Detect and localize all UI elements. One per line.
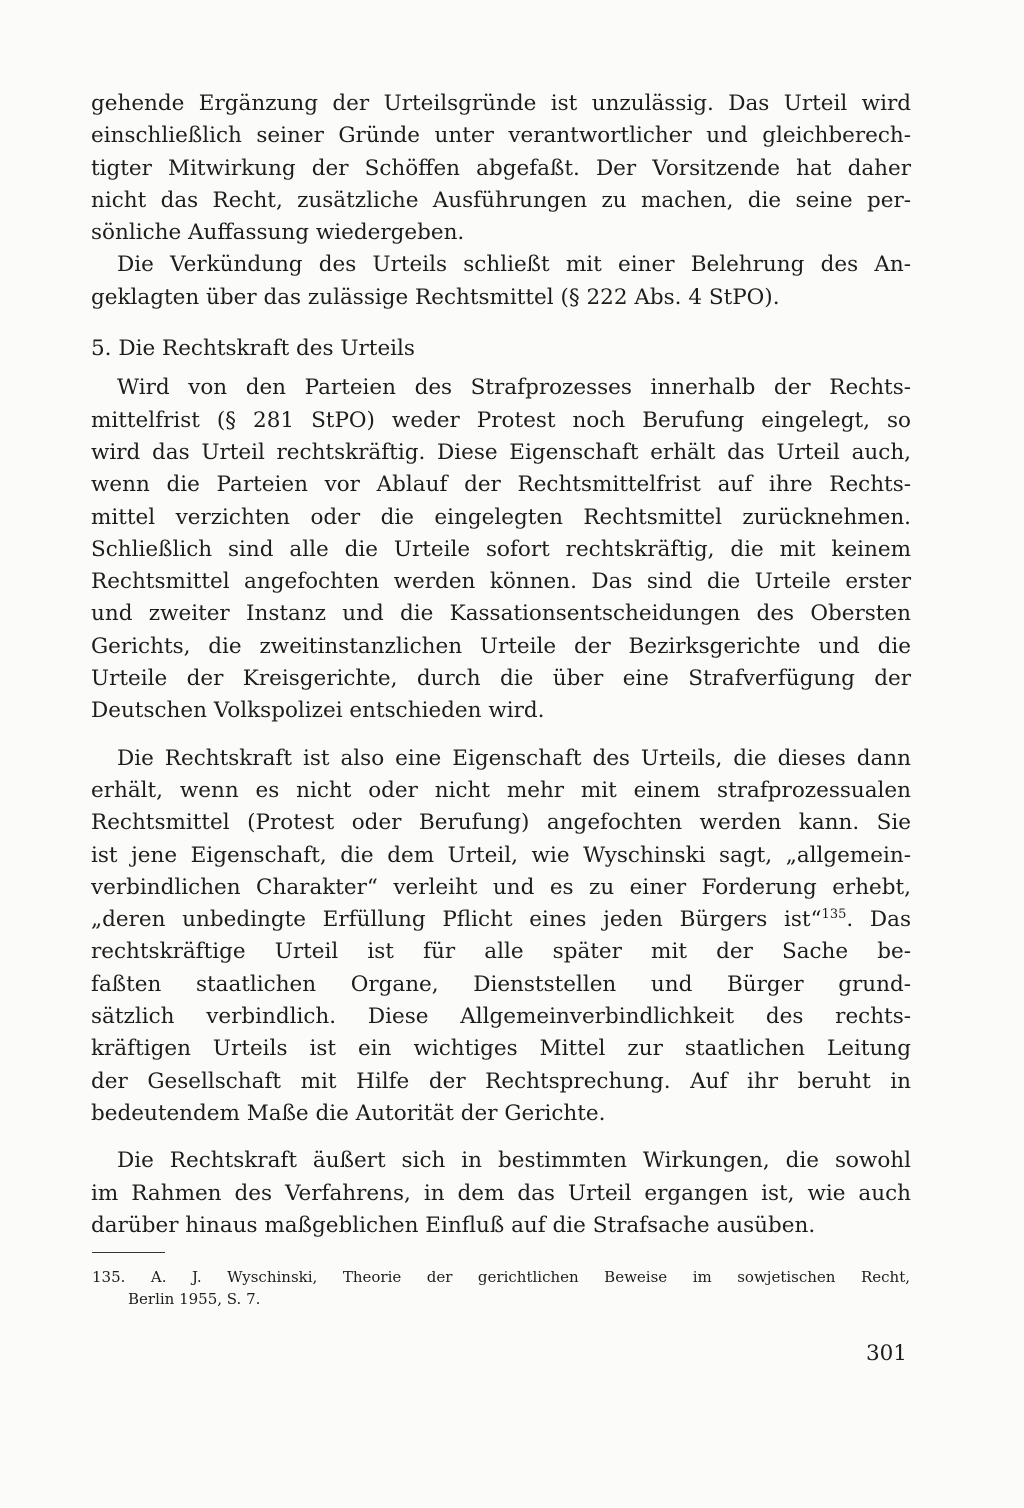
text-line: geklagten über das zulässige Rechtsmittel (§ 222 Abs. 4 StPO). <box>91 284 780 310</box>
paragraph-rechtsmittelfrist <box>91 372 911 727</box>
text-line: rechtskräftige Urteil ist für alle später mit der Sache be- <box>91 939 911 965</box>
paragraph-urteilsgruende <box>91 88 911 249</box>
text-line: sönliche Auffassung wiedergeben. <box>91 220 465 246</box>
text-fragment: . Das <box>846 907 911 933</box>
paragraph-eigenschaft <box>91 743 911 1131</box>
text-line: im Rahmen des Verfahrens, in dem das Urteil ergangen ist, wie auch <box>91 1180 911 1206</box>
page-number: 301 <box>865 1341 907 1366</box>
text-line: ist jene Eigenschaft, die dem Urteil, wie Wyschinski sagt, „allgemein- <box>91 842 911 868</box>
text-line: mittel verzichten oder die eingelegten Rechtsmittel zurücknehmen. <box>91 504 911 530</box>
footnote-divider <box>92 1252 165 1253</box>
text-line: Schließlich sind alle die Urteile sofort rechtskräftig, die mit keinem <box>91 536 911 562</box>
text-line: Gerichts, die zweitinstanzlichen Urteile der Bezirksgerichte und die <box>91 633 911 659</box>
text-line: Die Rechtskraft äußert sich in bestimmten Wirkungen, die sowohl <box>117 1148 911 1174</box>
text-fragment: „deren unbedingte Erfüllung Pflicht eines jeden Bürgers ist“ <box>91 907 822 933</box>
paragraph-verkuendung <box>91 249 911 314</box>
text-line: Rechtsmittel (Protest oder Berufung) angefochten werden kann. Sie <box>91 810 911 836</box>
section-heading: 5. Die Rechtskraft des Urteils <box>91 336 415 362</box>
text-line: Wird von den Parteien des Strafprozesses innerhalb der Rechts- <box>117 375 911 401</box>
text-line: wenn die Parteien vor Ablauf der Rechtsmittelfrist auf ihre Rechts- <box>91 472 911 498</box>
text-line: Urteile der Kreisgerichte, durch die über eine Strafverfügung der <box>91 666 911 692</box>
text-line: Die Verkündung des Urteils schließt mit einer Belehrung des An- <box>117 252 911 278</box>
text-line: sätzlich verbindlich. Diese Allgemeinverbindlichkeit des rechts- <box>91 1004 911 1030</box>
footnote-marker: 135 <box>821 907 847 923</box>
text-line: nicht das Recht, zusätzliche Ausführungen zu machen, die seine per- <box>91 187 911 213</box>
text-line: Rechtsmittel angefochten werden können. Das sind die Urteile erster <box>91 569 911 595</box>
text-line: kräftigen Urteils ist ein wichtiges Mittel zur staatlichen Leitung <box>91 1036 911 1062</box>
text-line: mittelfrist (§ 281 StPO) weder Protest noch Berufung eingelegt, so <box>91 407 911 433</box>
footnote <box>92 1266 910 1310</box>
text-line: und zweiter Instanz und die Kassationsentscheidungen des Obersten <box>91 601 911 627</box>
text-line: gehende Ergänzung der Urteilsgründe ist unzulässig. Das Urteil wird <box>91 91 911 116</box>
text-line: darüber hinaus maßgeblichen Einfluß auf die Strafsache ausüben. <box>91 1212 816 1238</box>
text-line: erhält, wenn es nicht oder nicht mehr mit einem strafprozessualen <box>91 777 911 803</box>
body-text <box>91 88 911 1242</box>
text-line: wird das Urteil rechtskräftig. Diese Eigenschaft erhält das Urteil auch, <box>91 439 911 465</box>
text-line: tigter Mitwirkung der Schöffen abgefaßt. Der Vorsitzende hat daher <box>91 155 911 181</box>
footnote-line: Berlin 1955, S. 7. <box>128 1290 261 1308</box>
text-line: bedeutendem Maße die Autorität der Gerichte. <box>91 1100 606 1126</box>
text-line: einschließlich seiner Gründe unter verantwortlicher und gleichberech- <box>91 123 911 149</box>
text-line: Die Rechtskraft ist also eine Eigenschaft des Urteils, die dieses dann <box>117 745 911 771</box>
footnote-line: 135. A. J. Wyschinski, Theorie der gerichtlichen Beweise im sowjetischen Recht, <box>92 1268 910 1286</box>
text-line: der Gesellschaft mit Hilfe der Rechtsprechung. Auf ihr beruht in <box>91 1068 911 1094</box>
paragraph-wirkungen <box>91 1145 911 1242</box>
text-line-with-footnote <box>91 904 911 936</box>
text-line: faßten staatlichen Organe, Dienststellen und Bürger grund- <box>91 971 911 997</box>
text-line: verbindlichen Charakter“ verleiht und es zu einer Forderung erhebt, <box>91 874 911 900</box>
text-line: Deutschen Volkspolizei entschieden wird. <box>91 698 545 724</box>
